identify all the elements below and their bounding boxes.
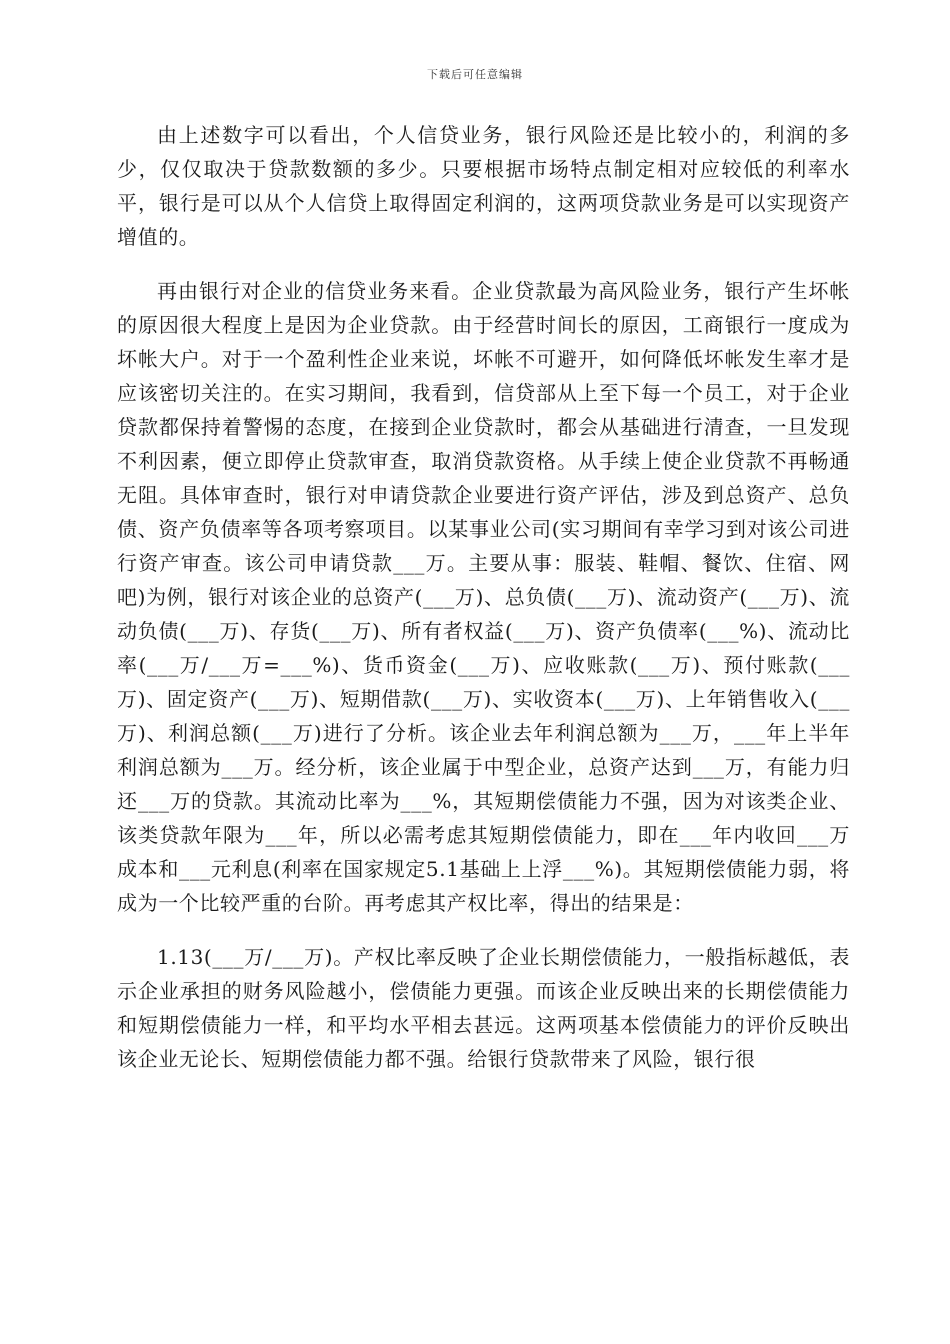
document-body — [117, 118, 850, 1076]
paragraph-equity-ratio: 1.13(___万/___万)。产权比率反映了企业长期偿债能力，一般指标越低，表示企业承担的财务风险越小，偿债能力更强。而该企业反映出来的长期偿债能力和短期偿债能力一样，和平均水平相去甚远。这两项基本偿债能力的评价反映出该企业无论长、短期偿债能力都不强。给银行贷款带来了风险，银行很 — [117, 945, 850, 1071]
paragraph-corporate-credit: 再由银行对企业的信贷业务来看。企业贷款最为高风险业务，银行产生坏帐的原因很大程度上是因为企业贷款。由于经营时间长的原因，工商银行一度成为坏帐大户。对于一个盈利性企业来说，坏帐不可避开，如何降低坏帐发生率才是应该密切关注的。在实习期间，我看到，信贷部从上至下每一个员工，对于企业贷款都保持着警惕的态度，在接到企业贷款时，都会从基础进行清查，一旦发现不利因素，便立即停止贷款审查，取消贷款资格。从手续上使企业贷款不再畅通无阻。具体审查时，银行对申请贷款企业要进行资产评估，涉及到总资产、总负债、资产负债率等各项考察项目。以某事业公司(实习期间有幸学习到对该公司进行资产审查。该公司申请贷款___万。主要从事：服装、鞋帽、餐饮、住宿、网吧)为例，银行对该企业的总资产(___万)、总负债(___万)、流动资产(___万)、流动负债(___万)、存货(___万)、所有者权益(___万)、资产负债率(___%)、流动比率(___万/___万=___%)、货币资金(___万)、应收账款(___万)、预付账款(___万)、固定资产(___万)、短期借款(___万)、实收资本(___万)、上年销售收入(___万)、利润总额(___万)进行了分析。该企业去年利润总额为___万，___年上半年利润总额为___万。经分析，该企业属于中型企业，总资产达到___万，有能力归还___万的贷款。其流动比率为___%，其短期偿债能力不强，因为对该类企业、该类贷款年限为___年，所以必需考虑其短期偿债能力，即在___年内收回___万成本和___元利息(利率在国家规定5.1基础上上浮___%)。其短期偿债能力弱，将成为一个比较严重的台阶。再考虑其产权比率，得出的结果是： — [117, 279, 850, 915]
page-header: 下载后可任意编辑 — [427, 68, 523, 81]
paragraph-personal-credit: 由上述数字可以看出，个人信贷业务，银行风险还是比较小的，利润的多少，仅仅取决于贷款数额的多少。只要根据市场特点制定相对应较低的利率水平，银行是可以从个人信贷上取得固定利润的，这两项贷款业务是可以实现资产增值的。 — [117, 123, 850, 249]
